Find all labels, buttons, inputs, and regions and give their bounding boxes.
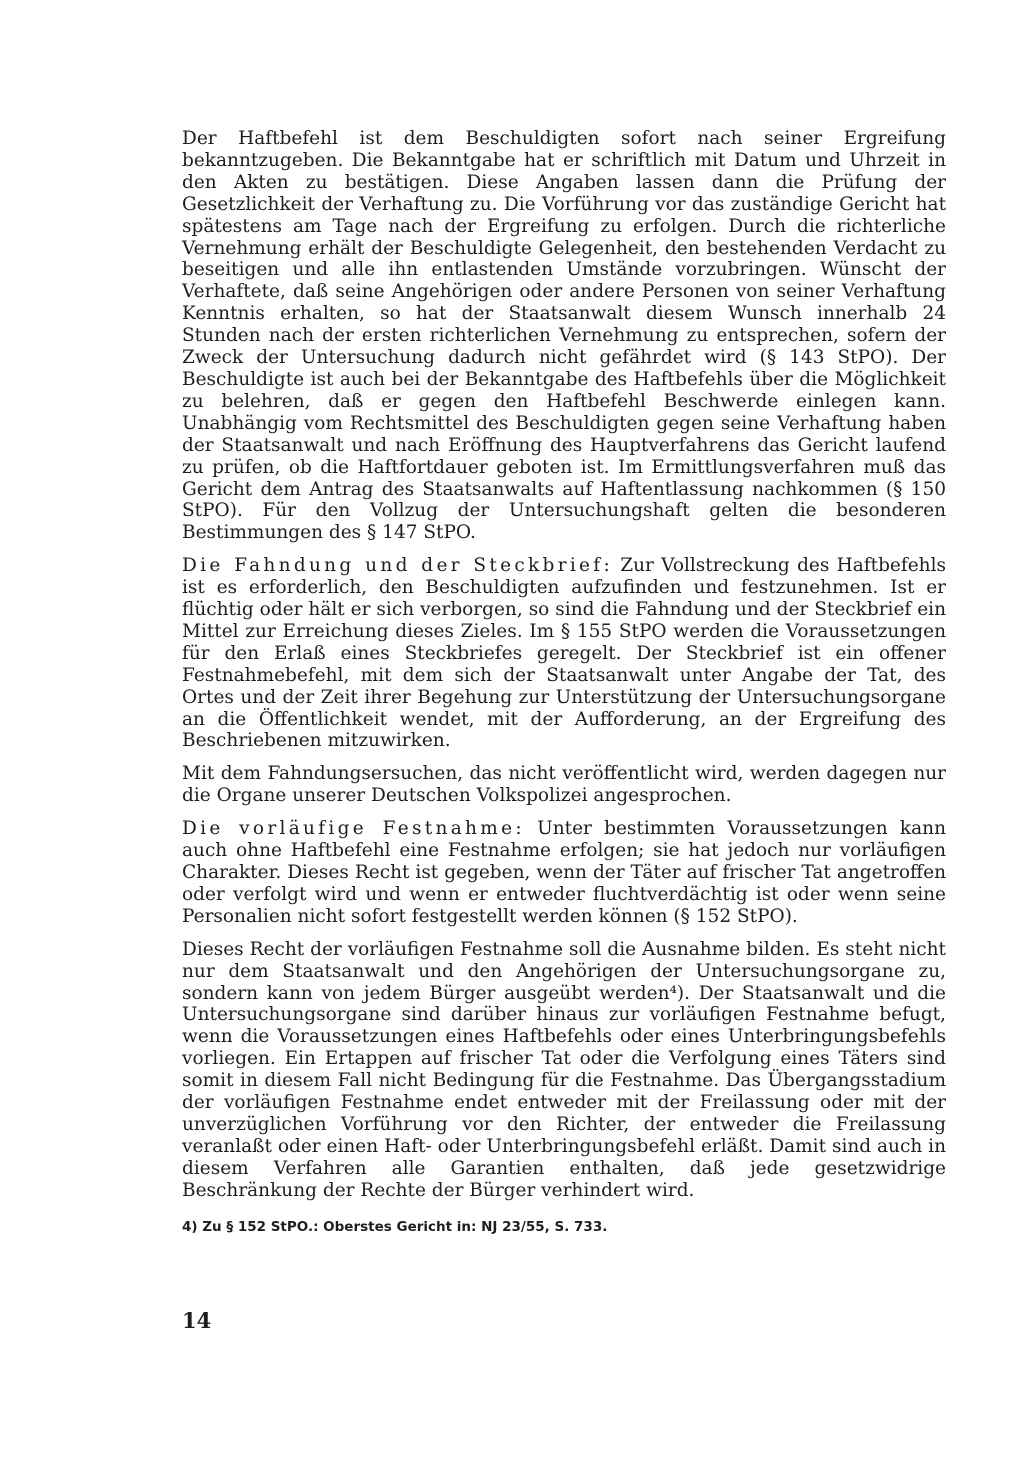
paragraph-fahndung [182, 555, 946, 752]
page-body [182, 128, 946, 1236]
paragraph-ausnahme [182, 939, 946, 1202]
paragraph-text: Dieses Recht der vorläufigen Festnahme soll die Ausnahme bilden. Es steht nicht nur dem Staatsanwalt und den Angehörigen der Untersuchungsorgane zu, sondern kann von jedem Bürger ausgeübt werden⁴). Der Staatsanwalt und die Untersuchungsorgane sind darüber hinaus zur vorläufigen Festnahme befugt, wenn die Voraussetzungen eines Haftbefehls oder eines Unterbringungsbefehls vorliegen. Ein Ertappen auf frischer Tat oder die Verfolgung eines Täters sind somit in diesem Fall nicht Bedingung für die Festnahme. Das Übergangsstadium der vorläufigen Festnahme endet entweder mit der Freilassung oder mit der unverzüglichen Vorführung vor den Richter, der entweder die Freilassung veranlaßt oder einen Haft- oder Unterbringungsbefehl erläßt. Damit sind auch in diesem Verfahren alle Garantien enthalten, daß jede gesetzwidrige Beschränkung der Rechte der Bürger verhindert wird. [182, 938, 946, 1201]
paragraph-lead: Die Fahndung und der Steckbrief: [182, 555, 613, 577]
paragraph-vorlaeufige-festnahme [182, 818, 946, 928]
paragraph-fahndungsersuchen [182, 763, 946, 807]
paragraph-lead: Die vorläufige Festnahme: [182, 818, 525, 840]
page-number: 14 [182, 1308, 212, 1333]
paragraph-text: Zur Vollstreckung des Haftbefehls ist es erforderlich, den Beschuldigten aufzufinden und festzunehmen. Ist er flüchtig oder hält er sich verborgen, so sind die Fahndung und der Steckbrief ein Mittel zur Erreichung dieses Zieles. Im § 155 StPO werden die Voraussetzungen für den Erlaß eines Steckbriefes geregelt. Der Steckbrief ist ein offener Festnahmebefehl, mit dem sich der Staatsanwalt unter Angabe der Tat, des Ortes und der Zeit ihrer Begehung zur Unterstützung der Untersuchungsorgane an die Öffentlichkeit wendet, mit der Aufforderung, an der Ergreifung des Beschriebenen mitzuwirken. [182, 555, 946, 752]
paragraph-haftbefehl [182, 128, 946, 544]
footnote: 4) Zu § 152 StPO.: Oberstes Gericht in: NJ 23/55, S. 733. [182, 1218, 608, 1235]
paragraph-text: Mit dem Fahndungsersuchen, das nicht veröffentlicht wird, werden dagegen nur die Organe unserer Deutschen Volkspolizei angesprochen. [182, 763, 946, 807]
paragraph-text: Der Haftbefehl ist dem Beschuldigten sofort nach seiner Ergreifung bekanntzugeben. Die Bekanntgabe hat er schriftlich mit Datum und Uhrzeit in den Akten zu bestätigen. Diese Angaben lassen dann die Prüfung der Gesetzlichkeit der Verhaftung zu. Die Vorführung vor das zuständige Gericht hat spätestens am Tage nach der Ergreifung zu erfolgen. Durch die richterliche Vernehmung erhält der Beschuldigte Gelegenheit, den bestehenden Verdacht zu beseitigen und alle ihn entlastenden Umstände vorzubringen. Wünscht der Verhaftete, daß seine Angehörigen oder andere Personen von seiner Verhaftung Kenntnis erhalten, so hat der Staatsanwalt diesem Wunsch innerhalb 24 Stunden nach der ersten richterlichen Vernehmung zu entsprechen, sofern der Zweck der Untersuchung dadurch nicht gefährdet wird (§ 143 StPO). Der Beschuldigte ist auch bei der Bekanntgabe des Haftbefehls über die Möglichkeit zu belehren, daß er gegen den Haftbefehl Beschwerde einlegen kann. Unabhängig vom Rechtsmittel des Beschuldigten gegen seine Verhaftung haben der Staatsanwalt und nach Eröffnung des Hauptverfahrens das Gericht laufend zu prüfen, ob die Haftfortdauer geboten ist. Im Ermittlungsverfahren muß das Gericht dem Antrag des Staatsanwalts auf Haftentlassung nachkommen (§ 150 StPO). Für den Vollzug der Untersuchungshaft gelten die besonderen Bestimmungen des § 147 StPO. [182, 128, 946, 544]
paragraph-text: Unter bestimmten Voraussetzungen kann auch ohne Haftbefehl eine Festnahme erfolgen; sie hat jedoch nur vorläufigen Charakter. Dieses Recht ist gegeben, wenn der Täter auf frischer Tat angetroffen oder verfolgt wird und wenn er entweder fluchtverdächtig ist oder wenn seine Personalien nicht sofort festgestellt werden können (§ 152 StPO). [182, 818, 946, 927]
